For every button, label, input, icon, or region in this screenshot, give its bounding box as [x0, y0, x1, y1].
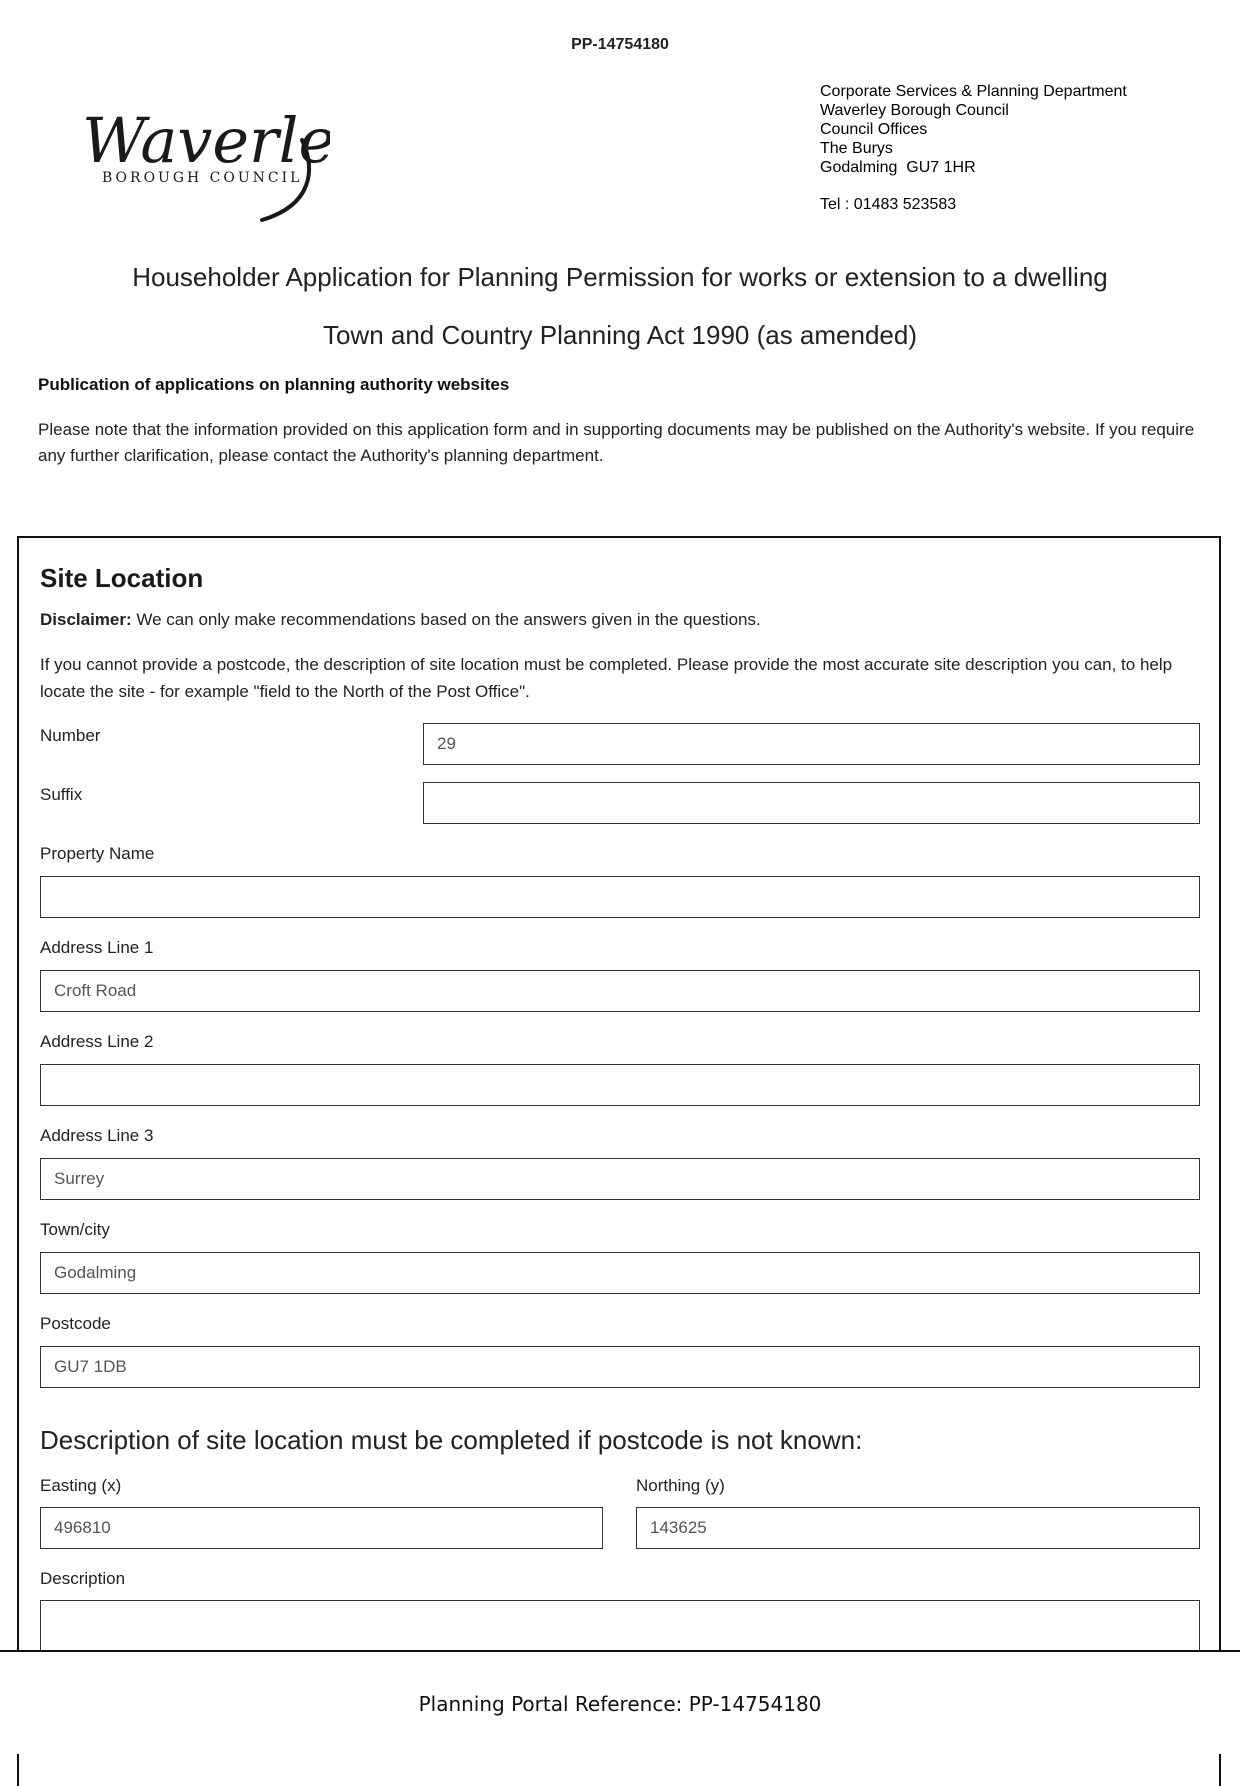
act-title: Town and Country Planning Act 1990 (as amended)	[322, 320, 918, 350]
disclaimer	[40, 610, 761, 630]
waverley-logo-graphic	[80, 100, 330, 230]
postcode-label: Postcode	[40, 1314, 111, 1333]
disclaimer-label: Disclaimer:	[40, 610, 132, 629]
waverley-logo	[80, 100, 330, 230]
town-city-label: Town/city	[40, 1220, 110, 1239]
footer-reference: Planning Portal Reference: PP-14754180	[418, 1692, 822, 1716]
telephone: Tel : 01483 523583	[820, 196, 957, 213]
disclaimer-text: We can only make recommendations based on the answers given in the questions.	[131, 610, 761, 629]
description-label: Description	[40, 1569, 126, 1588]
section-title: Site Location	[40, 563, 204, 593]
site-location-note: If you cannot provide a postcode, the description of site location must be completed. Please provide the most accurate site description you can, to help locate the site - for example "field to the North of the Post Office".	[40, 655, 1173, 701]
property-name-field[interactable]	[40, 876, 1200, 918]
footer-divider	[0, 1650, 1240, 1652]
easting-label: Easting (x)	[40, 1476, 122, 1495]
number-label: Number	[40, 726, 101, 745]
address-line: Corporate Services & Planning Department	[820, 83, 1127, 100]
council-address	[820, 82, 1127, 214]
address-line-2-label: Address Line 2	[40, 1032, 154, 1051]
publication-heading: Publication of applications on planning authority websites	[38, 375, 510, 394]
northing-label: Northing (y)	[636, 1476, 725, 1495]
address-line: Waverley Borough Council	[820, 102, 1009, 119]
logo-wordmark: Waverl	[82, 104, 299, 177]
postcode-field[interactable]	[40, 1346, 1200, 1388]
form-title: Householder Application for Planning Permission for works or extension to a dwelling	[132, 262, 1108, 292]
address-line: Godalming GU7 1HR	[820, 159, 976, 176]
address-line: The Burys	[820, 140, 893, 157]
description-heading: Description of site location must be completed if postcode is not known:	[40, 1425, 863, 1455]
number-field[interactable]	[423, 723, 1200, 765]
address-line-3-label: Address Line 3	[40, 1126, 154, 1145]
address-line: Council Offices	[820, 121, 928, 138]
page-reference: PP-14754180	[571, 36, 669, 53]
address-line-1-label: Address Line 1	[40, 938, 154, 957]
address-line-2-field[interactable]	[40, 1064, 1200, 1106]
address-line-1-field[interactable]	[40, 970, 1200, 1012]
publication-text: Please note that the information provided on this application form and in supporting documents may be published on the Authority's website. If you require any further clarification, please contact the Authority's planning department.	[38, 420, 1195, 465]
suffix-field[interactable]	[423, 782, 1200, 824]
easting-field[interactable]	[40, 1507, 603, 1549]
address-line-3-field[interactable]	[40, 1158, 1200, 1200]
property-name-label: Property Name	[40, 844, 155, 863]
town-city-field[interactable]	[40, 1252, 1200, 1294]
northing-field[interactable]	[636, 1507, 1200, 1549]
suffix-label: Suffix	[40, 785, 83, 804]
logo-subtitle: BOROUGH COUNCIL	[102, 170, 303, 186]
